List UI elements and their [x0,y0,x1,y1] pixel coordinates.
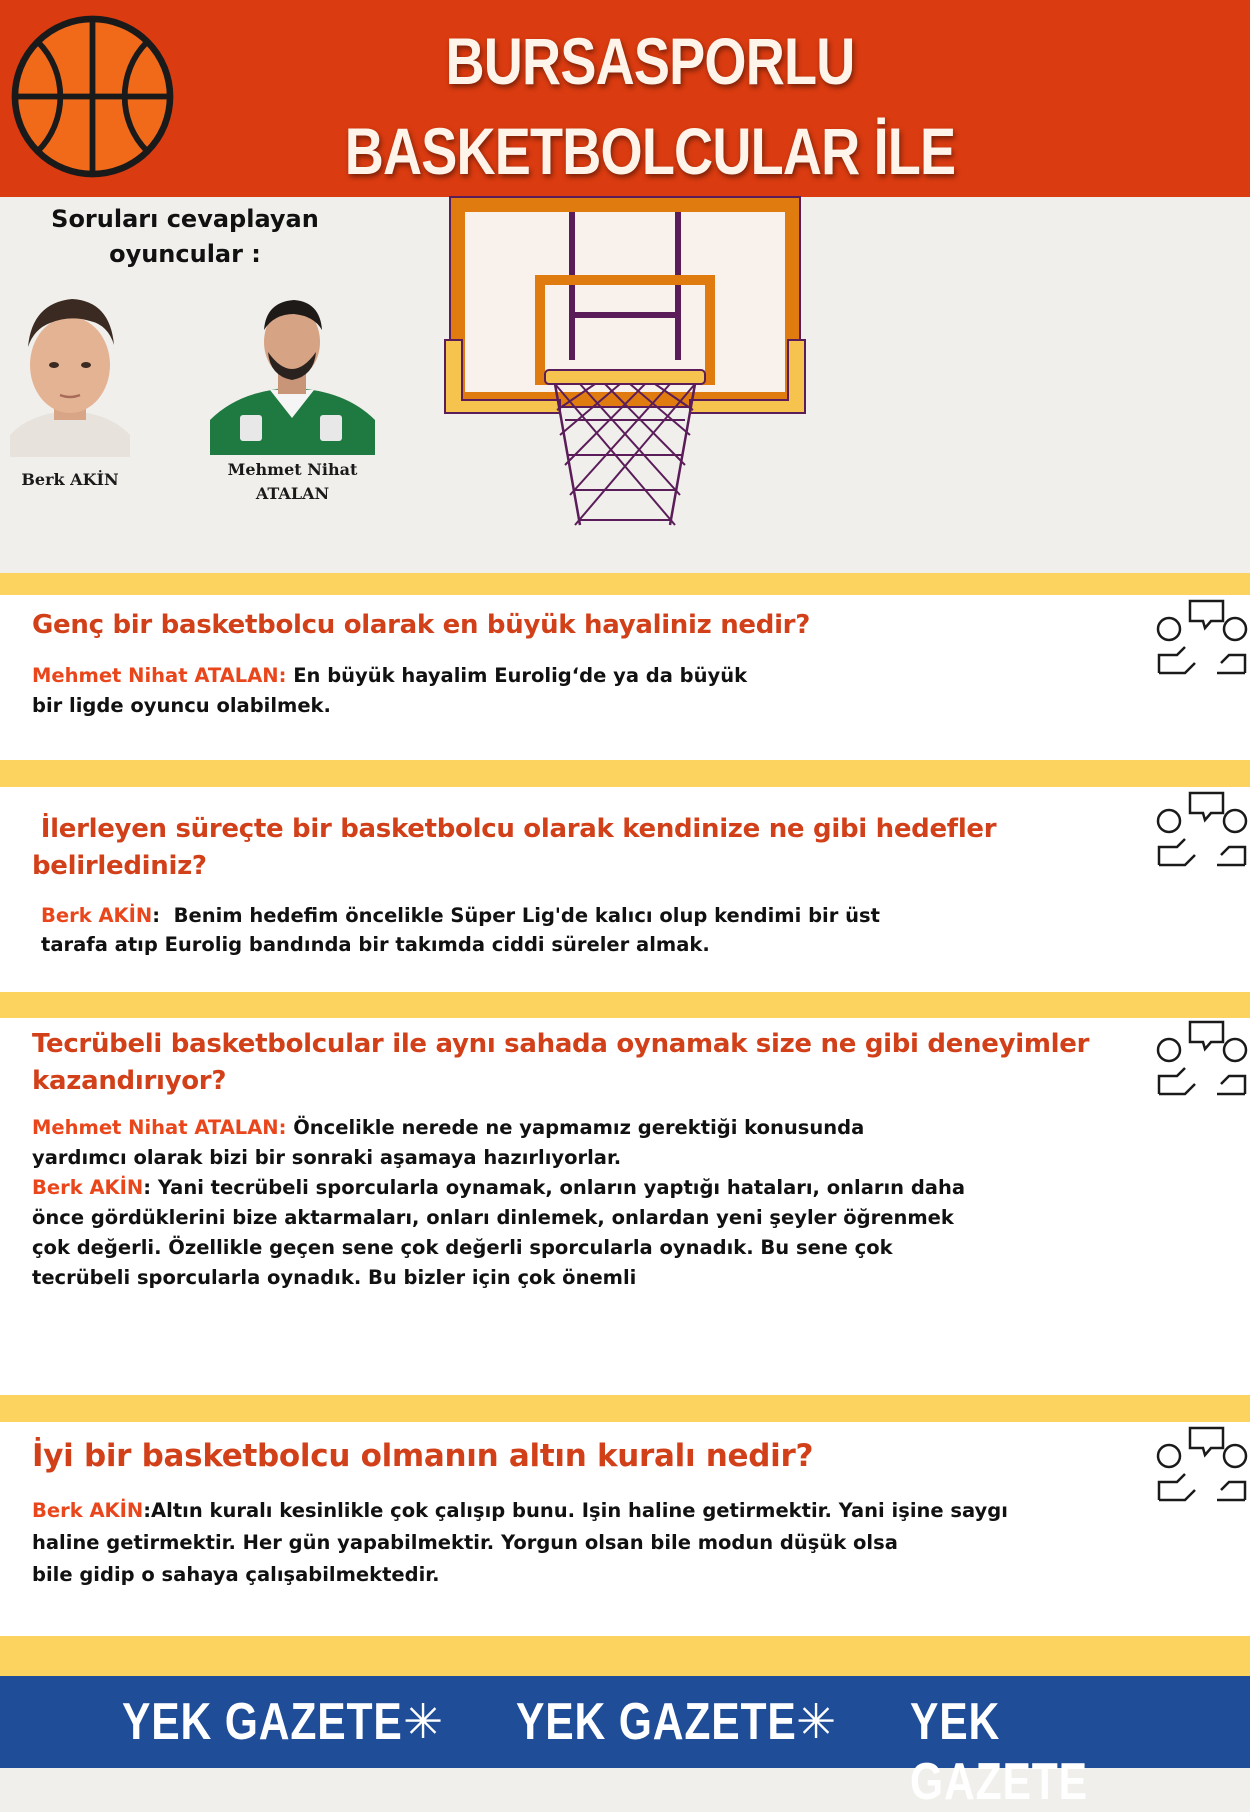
answer-line: Öncelikle nerede ne yapmamız gerektiği konusunda [286,1116,865,1139]
answer-line: tecrübeli sporcularla oynadık. Bu bizler için çok önemli [32,1266,637,1289]
players-heading [20,202,350,272]
speaker-name: Berk AKİN [41,904,153,927]
speaker-name: Mehmet Nihat ATALAN: [32,664,287,687]
qa-card-2 [0,787,1250,992]
player-name-mehmet-nihat-atalan [210,458,375,506]
answer-line: : Benim hedefim öncelikle Süper Lig'de kalıcı olup kendimi bir üst [152,904,880,927]
basketball-icon [10,14,175,179]
chat-people-icon [1155,787,1250,872]
player-photo-mehmet-nihat-atalan [210,290,375,455]
answer-line: çok değerli. Özellikle geçen sene çok değerli sporcularla oynadık. Bu sene çok [32,1236,893,1259]
asterisk-icon: ✳ [403,1694,444,1750]
player-name-line: ATALAN [255,484,330,503]
chat-people-icon [1155,1422,1250,1507]
answer-line: En büyük hayalim Eurolig‘de ya da büyük [293,664,748,687]
footer-brand: YEK GAZETE [910,1693,1088,1811]
title-line-1: BURSASPORLU BASKETBOLCULAR İLE [344,24,956,188]
answer-line: bile gidip o sahaya çalışabilmektedir. [32,1563,440,1586]
header-banner [0,0,1250,197]
player-name-line: Berk AKİN [21,470,119,489]
question-text [32,1026,1089,1100]
question-text: İyi bir basketbolcu olmanın altın kuralı nedir? [32,1438,814,1474]
question-text [32,811,996,885]
question-line: İlerleyen süreçte bir basketbolcu olarak kendinize ne gibi hedefler [32,814,997,844]
accent-band [0,573,1250,595]
asterisk-icon: ✳ [796,1694,837,1750]
answer-line: önce gördüklerini bize aktarmaları, onları dinlemek, onlardan yeni şeyler öğrenmek [32,1206,954,1229]
accent-band [0,760,1250,787]
players-heading-line-1: Soruları cevaplayan [51,205,319,233]
speaker-name: Berk AKİN [32,1176,144,1199]
chat-people-icon [1155,595,1250,680]
footer-banner [0,1676,1250,1811]
answer-line: bir ligde oyuncu olabilmek. [32,694,331,717]
answer-line: : Yani tecrübeli sporcularla oynamak, onların yaptığı hataları, onların daha [143,1176,966,1199]
answer-text [32,661,747,721]
accent-band [0,992,1250,1018]
question-line: kazandırıyor? [32,1066,227,1096]
footer-brand: YEK GAZETE [516,1693,797,1751]
chat-people-icon [1155,1016,1250,1101]
question-text: Genç bir basketbolcu olarak en büyük hayaliniz nedir? [32,610,810,640]
qa-card-4 [0,1422,1250,1636]
basketball-hoop-illustration [440,195,810,530]
qa-card-3 [0,1018,1250,1395]
question-line: belirlediniz? [32,851,207,881]
answer-text [32,1495,1008,1591]
accent-band [0,1636,1250,1676]
accent-band [0,1395,1250,1422]
player-name-line: Mehmet Nihat [227,460,358,479]
qa-card-1 [0,595,1250,760]
answer-line: tarafa atıp Eurolig bandında bir takımda ciddi süreler almak. [41,933,710,956]
question-line: Tecrübeli basketbolcular ile aynı sahada oynamak size ne gibi deneyimler [32,1029,1090,1059]
answer-line: haline getirmektir. Her gün yapabilmektir. Yorgun olsan bile modun düşük olsa [32,1531,898,1554]
players-heading-line-2: oyuncular : [109,240,261,268]
speaker-name: Mehmet Nihat ATALAN: [32,1116,287,1139]
answer-text [32,1113,965,1293]
speaker-name: Berk AKİN [32,1499,144,1522]
footer-brand: YEK GAZETE [122,1693,403,1751]
player-name-berk-akin [10,468,130,492]
player-photo-berk-akin [10,285,130,457]
answer-text [41,901,880,959]
answer-line: :Altın kuralı kesinlikle çok çalışıp bunu. Işin haline getirmektir. Yani işine saygı [143,1499,1008,1522]
answer-line: yardımcı olarak bizi bir sonraki aşamaya hazırlıyorlar. [32,1146,622,1169]
